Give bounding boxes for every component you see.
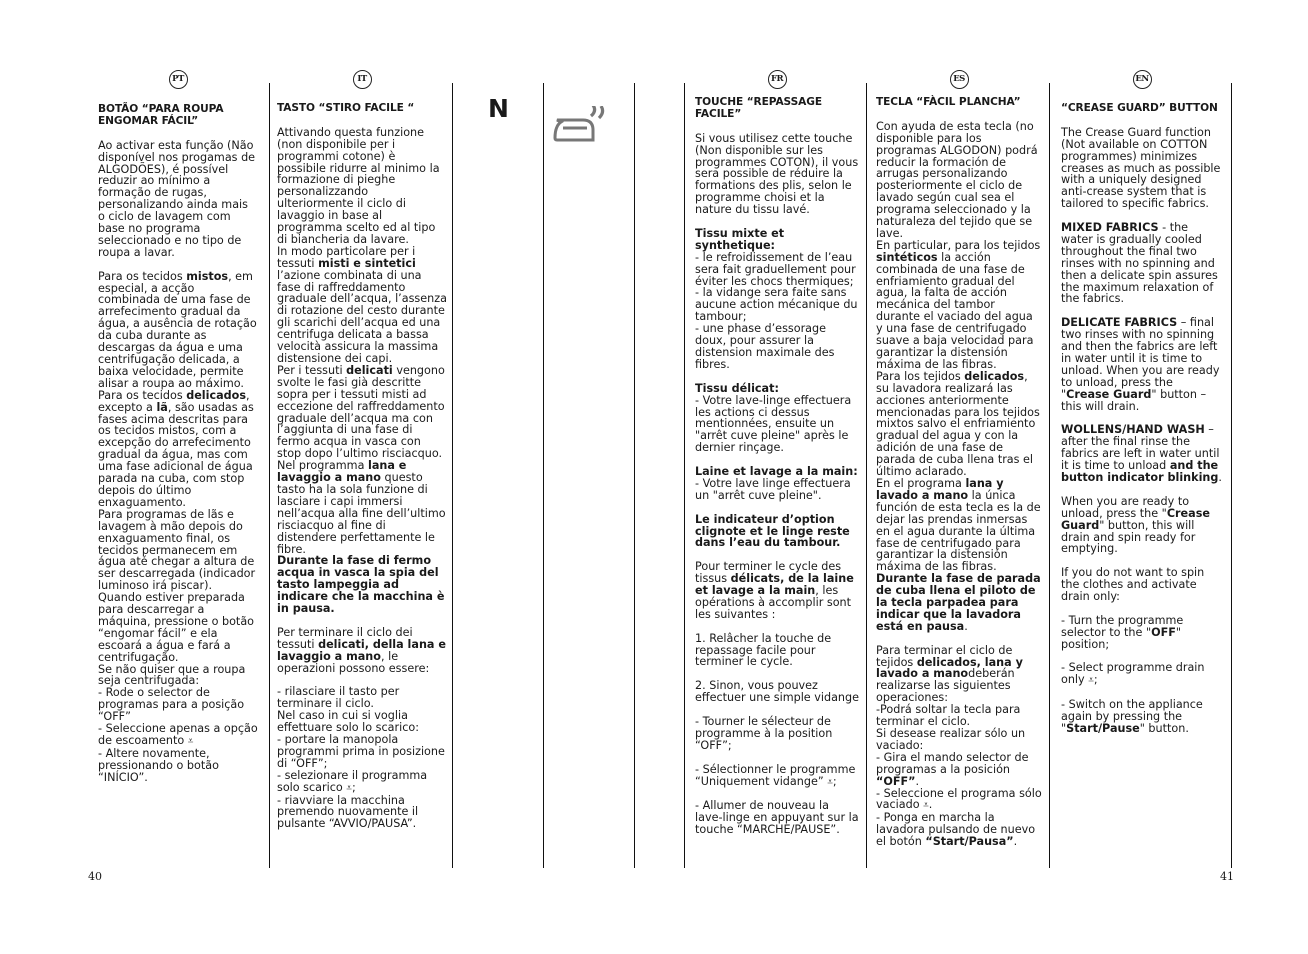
pt-intro: Ao activar esta função (Não disponível nos progamas de ALGODÕES), é possível reduzir ao mínimo a formação de rugas, personalizando ainda mais o ciclo de lavagem com base no programa seleccionado e no tipo de roupa a lavar. bbox=[98, 138, 256, 259]
es-synthetic-paragraph: En particular, para los tejidos sintéticos la acción combinada de una fase de enfriamiento gradual del agua, la falta de acción mecánica del tambor durante el vaciado del agua y una fase de centrifugado suave a baja velocidad para garantizar la distensión máxima de las fibras. bbox=[876, 238, 1041, 371]
fr-mixed-3: - une phase d’essorage doux, pour assurer la distension maximale des fibres. bbox=[695, 322, 835, 371]
en-heading: “CREASE GUARD” BUTTON bbox=[1061, 102, 1218, 114]
fr-wool-text: - Votre lave linge effectuera un "arrêt cuve pleine". bbox=[695, 476, 851, 502]
drain-symbol-icon: ⩡ bbox=[1088, 675, 1094, 687]
section-letter: N bbox=[488, 94, 509, 123]
fr-heading: TOUCHE “REPASSAGE FACILE” bbox=[695, 96, 822, 120]
es-wool-paragraph: En el programa lana y lavado a mano la única función de esta tecla es la de dejar las prendas inmersas en el agua durante la última fase de centrifugado para garantizar la distensión máxima de las fibras. Durante la fase de parada de cuba llena el piloto de la tecla parpadea para indicar que la lavadora está en pausa. bbox=[876, 476, 1041, 633]
it-step4: - riavviare la macchina premendo nuovamente il pulsante “AVVIO/PAUSA”. bbox=[277, 793, 419, 831]
pt-delicate-paragraph: Para os tecidos delicados, excepto a lã, são usadas as fases acima descritas para os tecidos mistos, com a excepção do arrefecimento gradual da água, mas com uma fase adicional de água parada na cuba, com stop depois do último enxaguamento. bbox=[98, 388, 254, 509]
pt-unload-paragraph: Quando estiver preparada para descarregar a máquina, pressione o botão “engomar fácil” e ela escoará a água e fará a centrifugação. bbox=[98, 591, 255, 664]
it-delicate-paragraph: Per i tessuti delicati vengono svolte le fasi già descritte sopra per i tessuti misti ad eccezione del raffreddamento graduale dell’acqua ma con l’aggiunta di una fase di fermo acqua in vasca con stop dopo l’ultimo risciacquo. bbox=[277, 363, 445, 461]
fr-intro: Si vous utilisez cette touche (Non disponible sur les programmes COTON), il vous sera possible de réduire la formations des plis, selon le programme choisi et la nature du tissu lavé. bbox=[695, 131, 859, 217]
pt-step1: - Rode o selector de programas para a posição “OFF” bbox=[98, 686, 245, 724]
es-step4: - Ponga en marcha la lavadora pulsando de nuevo el botón “Start/Pausa”. bbox=[876, 811, 1036, 849]
fr-mixed-title: Tissu mixte et synthetique: bbox=[695, 226, 785, 252]
fr-step1: 1. Relâcher la touche de repassage facile pour terminer le cycle. bbox=[695, 631, 832, 669]
en-step3: - Switch on the appliance again by pressing the "Start/Pause" button. bbox=[1061, 698, 1203, 735]
en-no-spin-paragraph: If you do not want to spin the clothes and activate drain only: bbox=[1061, 566, 1205, 604]
es-end-cycle: Para terminar el ciclo de tejidos delicados, lana y lavado a manodeberán realizarse las siguientes operaciones: bbox=[876, 643, 1023, 705]
it-wool-paragraph: Nel programma lana e lavaggio a mano questo tasto ha la sola funzione di lasciare i capi immersi nell’acqua alla fine dell’ultimo risciacquo al fine di distendere perfettamente le fibre. bbox=[277, 459, 446, 556]
page-number-left: 40 bbox=[88, 870, 102, 883]
fr-step5: - Allumer de nouveau la lave-linge en appuyant sur la touche “MARCHE/PAUSE”. bbox=[695, 799, 859, 837]
language-flag-es: ES bbox=[950, 70, 969, 89]
es-drain-only: Si desease realizar sólo un vaciado: bbox=[876, 727, 1026, 752]
en-wool-paragraph: WOLLENS/HAND WASH – after the final rinse the fabrics are left in water until it is time to unload and the button indicator blinking. bbox=[1061, 423, 1222, 485]
en-step1: - Turn the programme selector to the "OFF" position; bbox=[1061, 613, 1184, 651]
fr-step4: - Sélectionner le programme “Uniquement vidange” ⩡; bbox=[695, 762, 856, 788]
pt-wool-paragraph: Para programas de lãs e lavagem à mão depois do enxaguamento final, os tecidos permanecem em água até chegar a altura de ser descarregada (indicador luminoso irá piscar). bbox=[98, 507, 256, 593]
it-intro: Attivando questa funzione (non disponibile per i programmi cotone) è possibile ridurre al minimo la formazione di pieghe personalizzando ulteriormente il ciclo di lavaggio in base al programma scelto ed al tipo di biancheria da lavare. bbox=[277, 125, 440, 246]
es-heading: TECLA “FÀCIL PLANCHA” bbox=[876, 96, 1021, 108]
divider-it-n bbox=[452, 83, 453, 868]
divider-n-icon bbox=[543, 83, 544, 868]
en-unload-paragraph: When you are ready to unload, press the "Crease Guard" button, this will drain and spin ready for emptying. bbox=[1061, 494, 1210, 556]
it-drain-only: Nel caso in cui si voglia effettuare solo lo scarico: bbox=[277, 709, 419, 735]
column-en bbox=[1061, 70, 1223, 747]
language-flag-en: EN bbox=[1133, 70, 1152, 89]
divider-pt-it bbox=[269, 83, 270, 868]
es-step1: -Podrá soltar la tecla para terminar el ciclo. bbox=[876, 703, 1021, 729]
pt-step2: - Seleccione apenas a opção de escoamento ⩡ bbox=[98, 722, 258, 747]
es-intro: Con ayuda de esta tecla (no disponible para los programas ALGODON) podrá reducir la formación de arrugas personalizando posteriormente el ciclo de lavado según cual sea el programa seleccionado y la naturaleza del tejido que se lave. bbox=[876, 119, 1038, 240]
it-mixed-paragraph: In modo particolare per i tessuti misti e sintetici l’azione combinata di una fase di raffreddamento graduale dell’acqua, l’assenza di rotazione del cesto durante gli scarichi dell’acqua ed una centrifuga delicata a bassa velocità assicura la massima distensione dei capi. bbox=[277, 244, 447, 366]
it-pause-paragraph: Durante la fase di fermo acqua in vasca la spia del tasto lampeggia ad indicare che la macchina è in pausa. bbox=[277, 554, 445, 616]
fr-step2: 2. Sinon, vous pouvez effectuer une simple vidange bbox=[695, 679, 860, 705]
es-step3: - Seleccione el programa sólo vaciado ⩡. bbox=[876, 786, 1042, 812]
fr-mixed-1: - le refroidissement de l’eau sera fait graduellement pour éviter les chocs thermiques; bbox=[695, 250, 856, 288]
divider-fr-es bbox=[866, 83, 867, 868]
it-heading: TASTO “STIRO FACILE “ bbox=[277, 102, 415, 114]
divider-icon-fr bbox=[634, 83, 635, 868]
en-delicate-paragraph: DELICATE FABRICS – final two rinses with no spinning and then the fabrics are left in water until it is time to unload. When you are ready to unload, press the "Crease Guard" button – this will drain. bbox=[1061, 316, 1220, 413]
it-step1: - rilasciare il tasto per terminare il ciclo. bbox=[277, 685, 400, 711]
it-step3: - selezionare il programma solo scarico ⩡; bbox=[277, 768, 428, 794]
pt-step3: - Altere novamente, pressionando o botão “INÍCIO”. bbox=[98, 746, 219, 784]
pt-heading-line1: BOTÃO “PARA ROUPA bbox=[98, 103, 224, 115]
language-flag-pt: PT bbox=[169, 70, 188, 89]
language-flag-it: IT bbox=[353, 70, 372, 89]
drain-symbol-icon: ⩡ bbox=[187, 736, 194, 747]
divider-es-en bbox=[1049, 83, 1050, 868]
crease-guard-iron-icon bbox=[553, 106, 611, 146]
divider-fr-inner bbox=[684, 83, 685, 868]
column-es bbox=[876, 70, 1042, 848]
es-step2: - Gira el mando selector de programas a la posición “OFF”. bbox=[876, 750, 1029, 788]
column-it bbox=[277, 70, 447, 830]
drain-symbol-icon: ⩡ bbox=[346, 782, 352, 794]
pt-no-spin-paragraph: Se não quiser que a roupa seja centrifugada: bbox=[98, 662, 246, 688]
it-step2: - portare la manopola programmi prima in posizione di “OFF”; bbox=[277, 732, 445, 770]
drain-symbol-icon: ⩡ bbox=[827, 776, 833, 788]
it-end-cycle-paragraph: Per terminare il ciclo dei tessuti delicati, della lana e lavaggio a mano, le operazioni possono essere: bbox=[277, 625, 446, 675]
fr-step3: - Tourner le sélecteur de programme à la position “OFF”; bbox=[695, 714, 833, 752]
divider-en-edge bbox=[1231, 83, 1232, 868]
page-number-right: 41 bbox=[1220, 870, 1234, 883]
en-mixed-paragraph: MIXED FABRICS - the water is gradually cooled throughout the final two rinses with no spinning and then a delicate spin assures the maximum relaxation of the fabrics. bbox=[1061, 221, 1218, 306]
fr-mixed-2: - la vidange sera faite sans aucune action mécanique du tambour; bbox=[695, 286, 858, 324]
fr-end-cycle: Pour terminer le cycle des tissus délicats, de la laine et lavage a la main, les opérations à accomplir sont les suivantes : bbox=[695, 560, 854, 621]
drain-symbol-icon: ⩡ bbox=[923, 800, 929, 812]
column-pt bbox=[98, 70, 258, 784]
fr-indicator-note: Le indicateur d’option clignote et le linge reste dans l’eau du tambour. bbox=[695, 512, 850, 550]
en-step2: - Select programme drain only ⩡; bbox=[1061, 661, 1205, 687]
fr-delicate-title: Tissu délicat: bbox=[695, 381, 779, 395]
pt-heading-line2: ENGOMAR FÁCIL” bbox=[98, 114, 199, 127]
fr-wool-title: Laine et lavage a la main: bbox=[695, 465, 858, 479]
es-delicate-paragraph: Para los tejidos delicados, su lavadora realizará las acciones anteriormente mencionadas para los tejidos mixtos salvo el enfriamiento gradual del agua y con la adición de una fase de parada de cuba llena tras el último aclarado. bbox=[876, 369, 1040, 479]
en-intro: The Crease Guard function (Not available on COTTON programmes) minimizes creases as much as possible with a uniquely designed anti-crease system that is tailored to specific fabrics. bbox=[1061, 125, 1221, 211]
fr-delicate-text: - Votre lave-linge effectuera les actions ci dessus mentionnées, ensuite un "arrêt cuve pleine" après le dernier rinçage. bbox=[695, 393, 852, 455]
language-flag-fr: FR bbox=[768, 70, 787, 89]
pt-mixed-paragraph: Para os tecidos mistos, em especial, a acção combinada de uma fase de arrefecimento gradual da água, a ausência de rotação da cuba durante as descargas da água e uma centrifugação delicada, a baixa velocidade, permite alisar a roupa ao máximo. bbox=[98, 269, 257, 390]
column-fr bbox=[695, 70, 859, 836]
